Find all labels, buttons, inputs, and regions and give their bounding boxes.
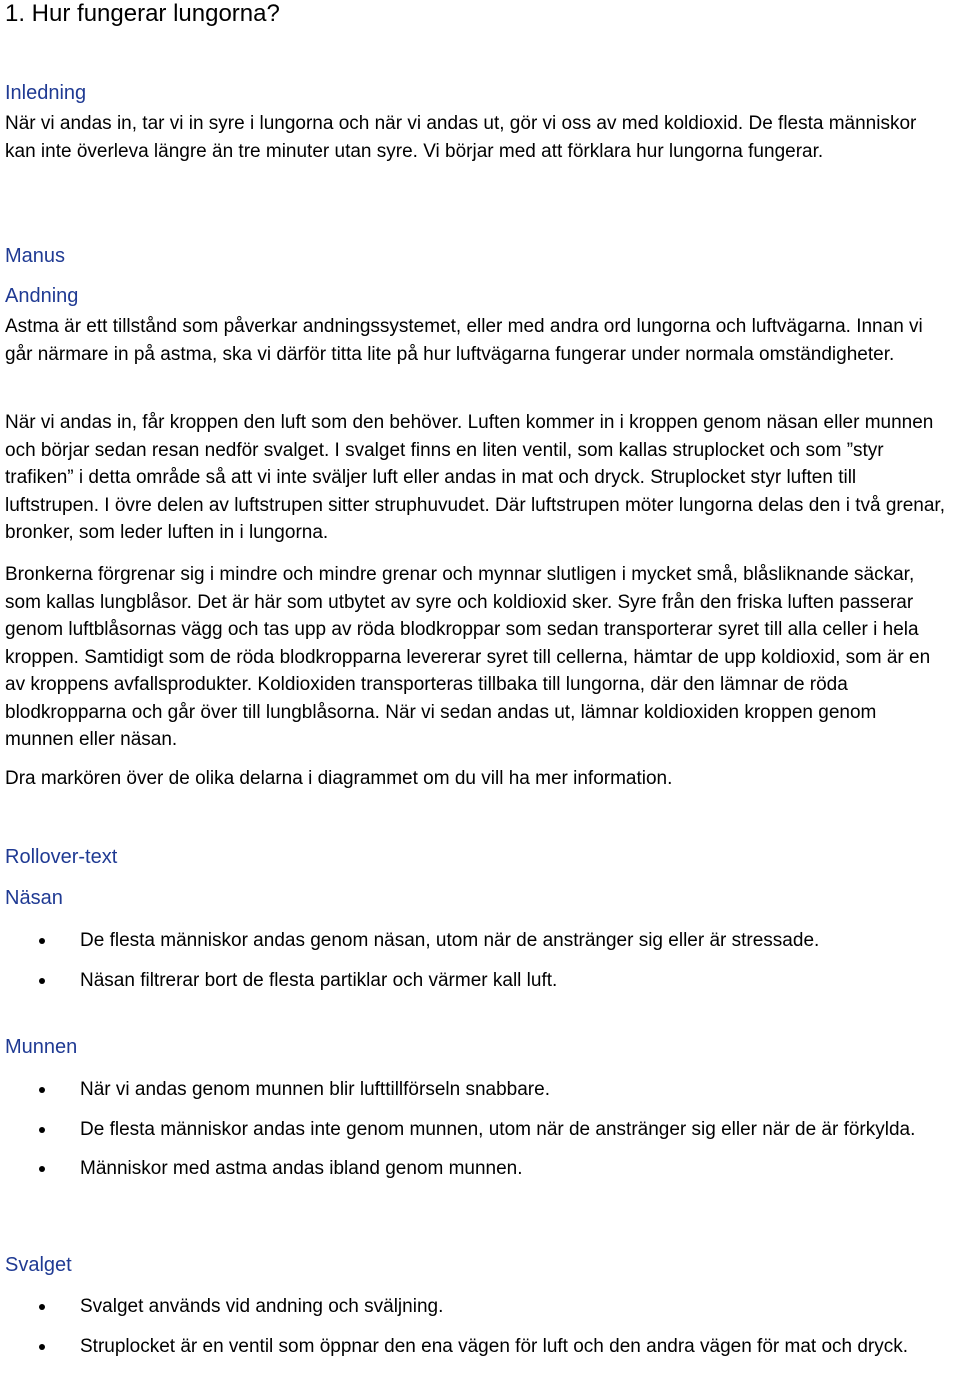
list-item xyxy=(5,1155,950,1183)
intro-text: När vi andas in, tar vi in syre i lungorna och när vi andas ut, gör vi oss av med koldioxid. De flesta människor kan inte överleva längre än tre minuter utan syre. Vi börjar med att förklara hur lungorna fungerar. xyxy=(5,113,917,162)
bullet-icon xyxy=(39,1087,45,1093)
nasan-list xyxy=(5,927,950,994)
list-item xyxy=(5,1116,950,1144)
list-item-text: De flesta människor andas genom näsan, utom när de anstränger sig eller är stressade. xyxy=(80,930,820,951)
manus-paragraph-2: När vi andas in, får kroppen den luft som den behöver. Luften kommer in i kroppen genom näsan eller munnen och börjar sedan resan nedför svalget. I svalget finns en liten ventil, som kallas struplocket och som ”styr trafiken” i detta område så att vi inte sväljer luft eller andas in mat och dryck. Struplocket styr luften till luftstrupen. I övre delen av luftstrupen sitter struphuvudet. Där luftstrupen möter lungorna delas den i två grenar, bronker, som leder luften in i lungorna. xyxy=(5,412,945,543)
list-item xyxy=(5,1293,950,1321)
list-item xyxy=(5,1333,950,1361)
intro-heading: Inledning xyxy=(5,82,87,104)
bullet-icon xyxy=(39,938,45,944)
svalget-heading: Svalget xyxy=(5,1254,72,1276)
list-item-text: Svalget används vid andning och sväljning. xyxy=(80,1296,444,1317)
manus-paragraph-1: Astma är ett tillstånd som påverkar andningssystemet, eller med andra ord lungorna och luftvägarna. Innan vi går närmare in på astma, ska vi därför titta lite på hur luftvägarna fungerar under normala omständigheter. xyxy=(5,316,923,365)
list-item-text: När vi andas genom munnen blir lufttillförseln snabbare. xyxy=(80,1079,550,1100)
manus-paragraph-4: Dra markören över de olika delarna i diagrammet om du vill ha mer information. xyxy=(5,768,673,789)
svalget-list xyxy=(5,1293,950,1360)
bullet-icon xyxy=(39,1127,45,1133)
list-item-text: Struplocket är en ventil som öppnar den ena vägen för luft och den andra vägen för mat och dryck. xyxy=(80,1335,909,1357)
bullet-icon xyxy=(39,978,45,984)
manus-heading: Manus xyxy=(5,245,66,267)
bullet-icon xyxy=(39,1344,45,1350)
munnen-heading: Munnen xyxy=(5,1036,78,1058)
rollover-heading: Rollover-text xyxy=(5,846,118,868)
document-title: 1. Hur fungerar lungorna? xyxy=(5,0,280,27)
andning-heading: Andning xyxy=(5,285,79,307)
list-item-text: De flesta människor andas inte genom munnen, utom när de anstränger sig eller när de är förkylda. xyxy=(80,1118,916,1140)
list-item xyxy=(5,1076,950,1104)
list-item xyxy=(5,967,950,995)
manus-paragraph-3: Bronkerna förgrenar sig i mindre och mindre grenar och mynnar slutligen i mycket små, blåsliknande säckar, som kallas lungblåsor. Det är här som utbytet av syre och koldioxid sker. Syre från den friska luften passerar genom luftblåsornas vägg och tas upp av röda blodkroppar som sedan transporterar syret till alla celler i hela kroppen. Samtidigt som de röda blodkropparna levererar syret till cellerna, hämtar de upp koldioxid, som är en av kroppens avfallsprodukter. Koldioxiden transporteras tillbaka till lungorna, där den lämnar de röda blodkropparna och går över till lungblåsorna. När vi sedan andas ut, lämnar koldioxiden kroppen genom munnen eller näsan. xyxy=(5,564,931,750)
nasan-heading: Näsan xyxy=(5,887,63,909)
bullet-icon xyxy=(39,1304,45,1310)
munnen-list xyxy=(5,1076,950,1183)
list-item xyxy=(5,927,950,955)
list-item-text: Människor med astma andas ibland genom munnen. xyxy=(80,1158,523,1179)
bullet-icon xyxy=(39,1166,45,1172)
list-item-text: Näsan filtrerar bort de flesta partiklar och värmer kall luft. xyxy=(80,969,558,991)
